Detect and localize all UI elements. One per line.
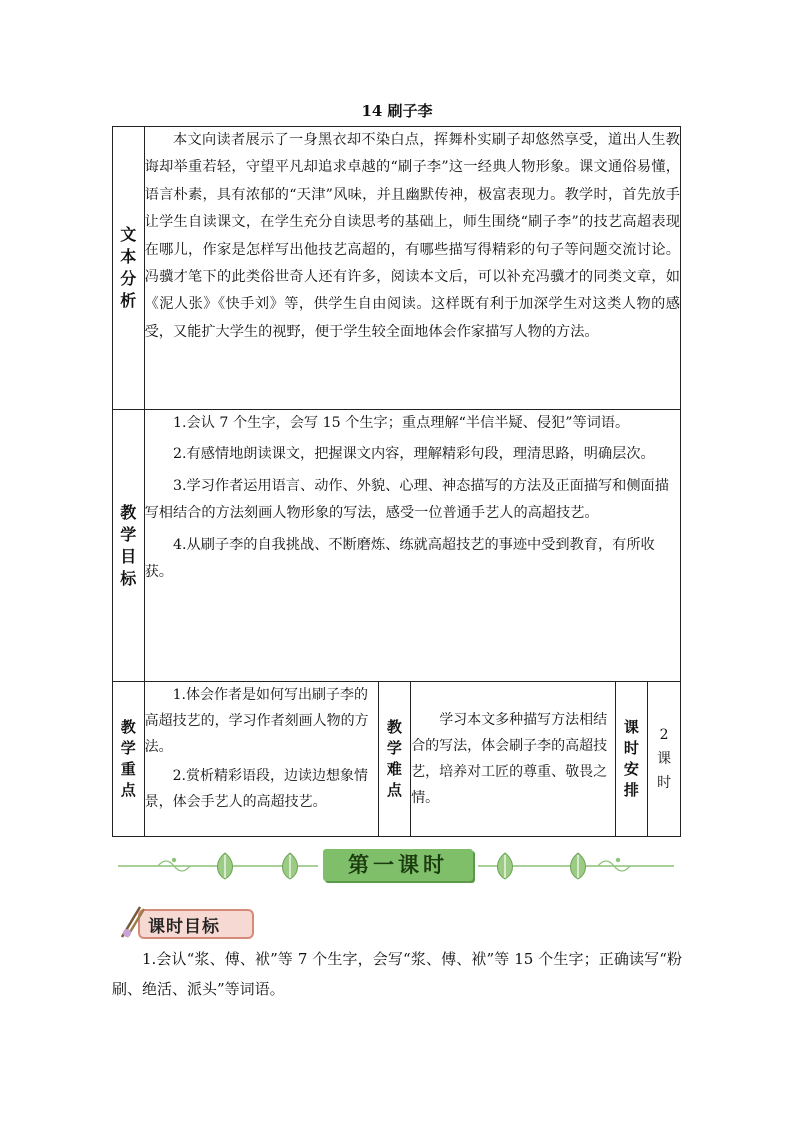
leaf-icon	[213, 851, 237, 881]
analysis-header	[113, 127, 145, 410]
objective-text: 1.会认“浆、傅、袱”等 7 个生字，会写“浆、傅、袱”等 15 个生字；正确读写“粉刷、绝活、派头”等词语。	[112, 950, 682, 998]
keypoints-header-text: 教学重点	[120, 718, 136, 799]
goals-list	[144, 410, 680, 682]
lesson-plan-table	[112, 126, 681, 837]
leaf-icon	[278, 851, 302, 881]
keypoint-item: 1.体会作者是如何写出刷子李的高超技艺的，学习作者刻画人物的方法。	[144, 687, 369, 755]
keypoints-header	[113, 682, 145, 837]
goal-item: 4.从刷子李的自我挑战、不断磨炼、练就高超技艺的事迹中受到教育，有所收获。	[144, 536, 655, 581]
page-title: 14 刷子李	[361, 102, 433, 120]
objective-text-block	[112, 944, 682, 1004]
leaf-icon	[493, 851, 517, 881]
leaf-icon	[566, 851, 590, 881]
objective-badge	[118, 903, 258, 939]
goals-header	[113, 410, 145, 682]
schedule-value: 2课时	[657, 727, 672, 791]
keypoint-item: 2.赏析精彩语段，边读边想象情景，体会手艺人的高超技艺。	[144, 768, 368, 810]
keypoints-row	[113, 682, 681, 837]
difficulties-text: 学习本文多种描写方法相结合的写法，体会刷子李的高超技艺，培养对工匠的尊重、敬畏之情。	[411, 712, 608, 806]
objective-badge-label: 课时目标	[148, 917, 220, 937]
brush-icon	[118, 903, 148, 939]
goal-item: 3.学习作者运用语言、动作、外貌、心理、神态描写的方法及正面描写和侧面描写相结合的方法刻画人物形象的写法，感受一位普通手艺人的高超技艺。	[144, 477, 669, 522]
schedule-value-cell	[648, 682, 681, 837]
goal-item: 2.有感情地朗读课文，把握课文内容，理解精彩句段，理清思路，明确层次。	[173, 446, 655, 463]
difficulties-header-text: 教学难点	[386, 718, 402, 799]
analysis-text: 本文向读者展示了一身黑衣却不染白点，挥舞朴实刷子却悠然享受，道出人生教诲却举重若轻，守望平凡却追求卓越的“刷子李”这一经典人物形象。课文通俗易懂，语言朴素，具有浓郁的“天津”风味，并且幽默传神，极富表现力。教学时，首先放手让学生自读课文，在学生充分自读思考的基础上，师生围绕“刷子李”的技艺高超表现在哪儿，作家是怎样写出他技艺高超的，有哪些描写得精彩的句子等问题交流讨论。冯骥才笔下的此类俗世奇人还有许多，阅读本文后，可以补充冯骥才的同类文章，如《泥人张》《快手刘》等，供学生自由阅读。这样既有利于加深学生对这类人物的感受，又能扩大学生的视野，便于学生较全面地体会作家描写人物的方法。	[144, 127, 680, 410]
analysis-header-text: 文本分析	[120, 225, 137, 310]
goals-header-text: 教学目标	[120, 502, 137, 588]
section-banner	[118, 843, 674, 891]
goals-row	[113, 410, 681, 682]
analysis-row	[113, 127, 681, 410]
section-banner-title: 第一课时	[323, 849, 473, 881]
goal-item: 1.会认 7 个生字，会写 15 个生字；重点理解“半信半疑、侵犯”等词语。	[173, 415, 630, 431]
difficulties-text-cell	[411, 682, 615, 837]
keypoints-list	[144, 682, 378, 837]
schedule-header	[615, 682, 648, 837]
difficulties-header	[378, 682, 411, 837]
schedule-header-text: 课时安排	[623, 718, 639, 799]
